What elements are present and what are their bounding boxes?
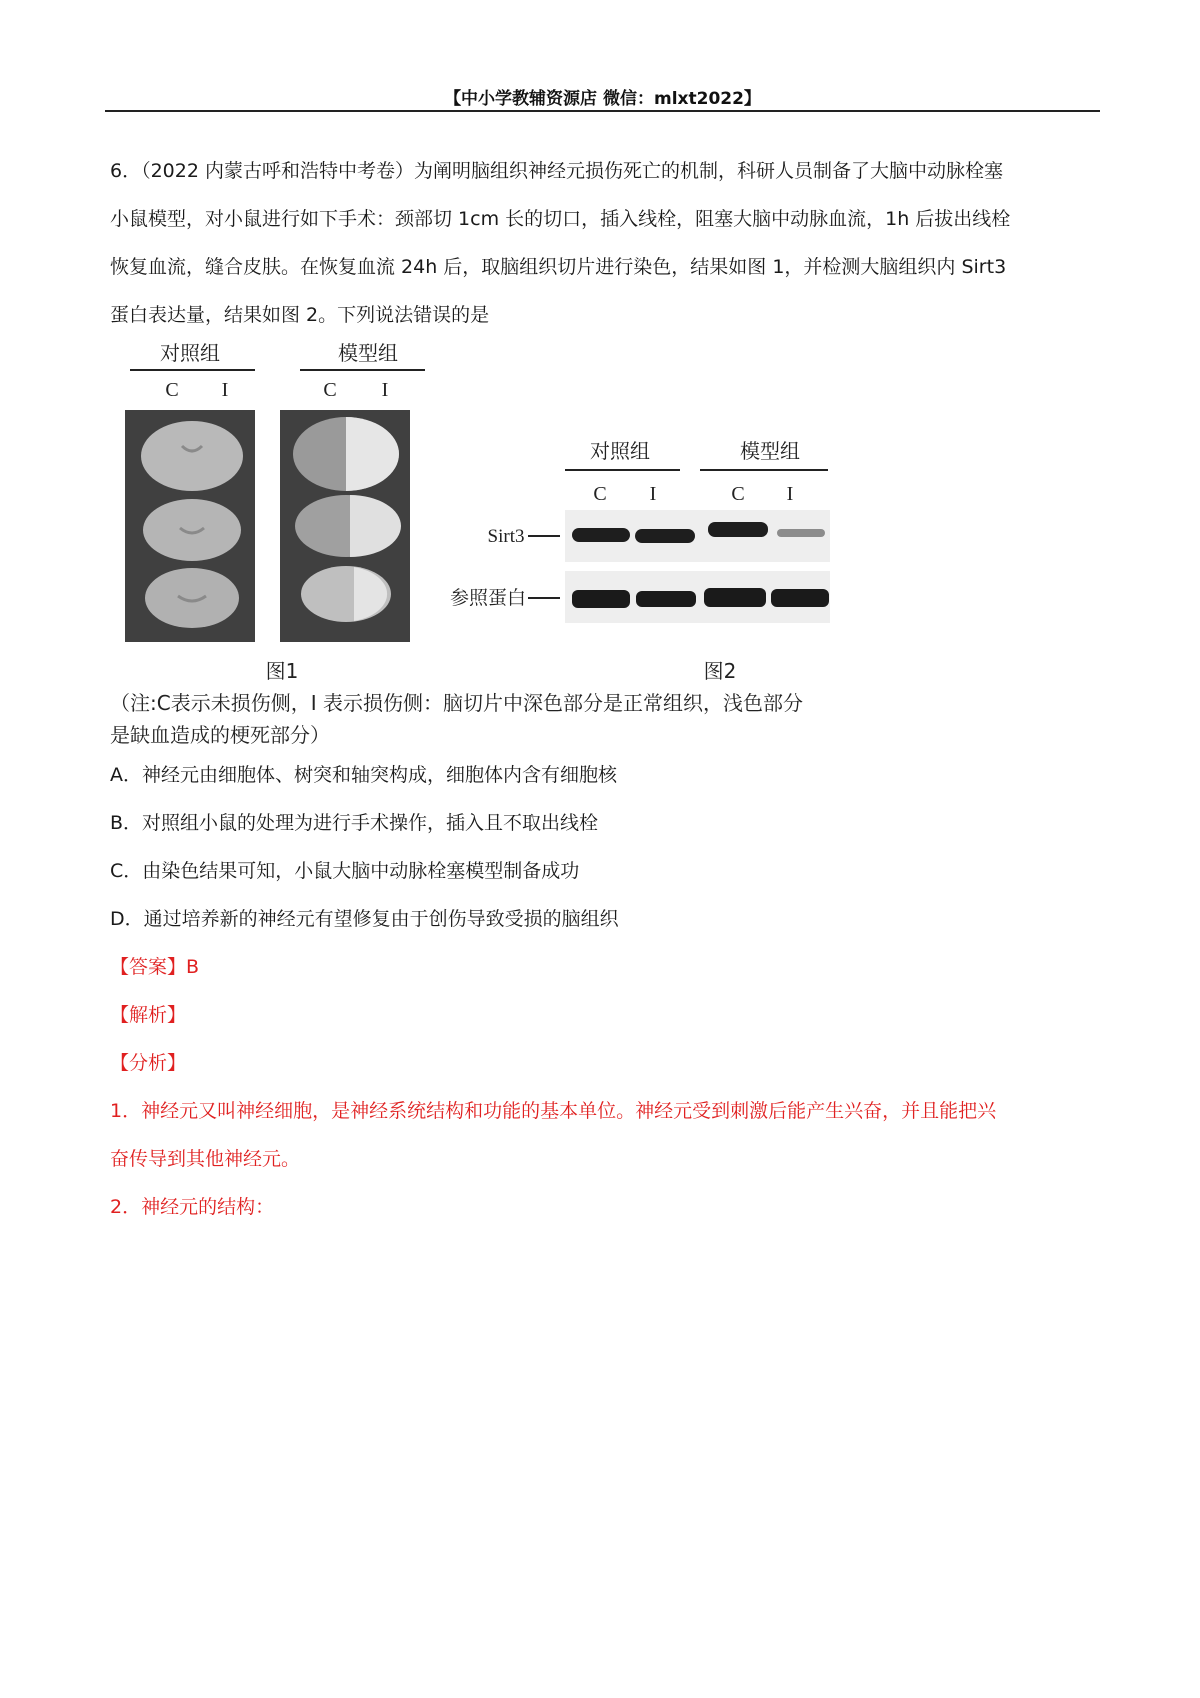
option-d: D．通过培养新的神经元有望修复由于创伤导致受损的脑组织 xyxy=(110,908,619,930)
fig1-control-slice-2 xyxy=(143,499,241,561)
question-line-1: 6．（2022 内蒙古呼和浩特中考卷）为阐明脑组织神经元损伤死亡的机制，科研人员制备了大脑中动脉栓塞 xyxy=(110,160,1003,182)
answer: 【答案】B xyxy=(110,956,200,978)
option-a: A．神经元由细胞体、树突和轴突构成，细胞体内含有细胞核 xyxy=(110,764,617,786)
fig1-control-col-i: I xyxy=(221,379,229,401)
fig1-control-col-c: C xyxy=(165,379,179,401)
fig2-ref-band-model-c xyxy=(704,588,766,607)
analysis-title: 【解析】 xyxy=(110,1004,187,1026)
question-line-2: 小鼠模型，对小鼠进行如下手术：颈部切 1cm 长的切口，插入线栓，阻塞大脑中动脉血流，1h 后拔出线栓 xyxy=(110,208,1011,230)
page-header: 【中小学教辅资源店 微信：mlxt2022】 xyxy=(444,89,761,109)
question-line-4: 蛋白表达量，结果如图 2。下列说法错误的是 xyxy=(110,304,490,326)
fig2-ref-band-control-i xyxy=(636,591,696,607)
fig2-caption: 图2 xyxy=(703,659,737,683)
fig1-label-control: 对照组 xyxy=(160,341,220,365)
fig2-sirt3-band-model-i xyxy=(777,529,825,537)
figure-note-line-2: 是缺血造成的梗死部分） xyxy=(110,723,330,747)
fig1-control-slice-1 xyxy=(141,421,243,491)
fig2-sirt3-band-control-c xyxy=(572,528,630,542)
fig2-model-col-i: I xyxy=(786,483,794,505)
option-b: B．对照组小鼠的处理为进行手术操作，插入且不取出线栓 xyxy=(110,812,599,834)
question-line-3: 恢复血流，缝合皮肤。在恢复血流 24h 后，取脑组织切片进行染色，结果如图 1，并检测大脑组织内 Sirt3 xyxy=(110,256,1007,278)
fig1-caption: 图1 xyxy=(265,659,299,683)
fig2-row-label-sirt3: Sirt3 xyxy=(487,526,525,547)
fig1-model-col-c: C xyxy=(323,379,337,401)
fig1-label-model: 模型组 xyxy=(338,341,398,365)
fig1-control-slice-3 xyxy=(145,568,239,628)
fig2-sirt3-band-model-c xyxy=(708,522,768,537)
figure-svg xyxy=(110,338,910,758)
fenxi-title: 【分析】 xyxy=(110,1052,187,1074)
option-c: C．由染色结果可知，小鼠大脑中动脉栓塞模型制备成功 xyxy=(110,860,580,882)
fig2-control-col-i: I xyxy=(649,483,657,505)
fig2-ref-band-control-c xyxy=(572,590,630,608)
fig2-ref-band-model-i xyxy=(771,589,829,607)
header-rule xyxy=(105,110,1100,112)
figure-note-line-1: （注:C表示未损伤侧，I 表示损伤侧：脑切片中深色部分是正常组织，浅色部分 xyxy=(110,691,803,715)
fig2-model-col-c: C xyxy=(731,483,745,505)
fig2-label-control: 对照组 xyxy=(590,439,650,463)
fig2-label-model: 模型组 xyxy=(740,439,800,463)
fig2-row-label-ref: 参照蛋白 xyxy=(449,587,527,609)
fig1-model-col-i: I xyxy=(381,379,389,401)
fig2-control-col-c: C xyxy=(593,483,607,505)
point-1-line-1: 1．神经元又叫神经细胞，是神经系统结构和功能的基本单位。神经元受到刺激后能产生兴奋，并且能把兴 xyxy=(110,1100,997,1122)
figure-block xyxy=(110,338,910,758)
point-1-line-2: 奋传导到其他神经元。 xyxy=(110,1148,301,1170)
point-2: 2．神经元的结构： xyxy=(110,1196,275,1218)
fig2-sirt3-band-control-i xyxy=(635,529,695,543)
